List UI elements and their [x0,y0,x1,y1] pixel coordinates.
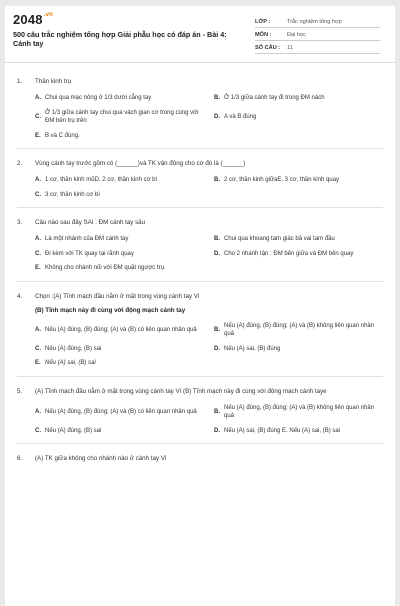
option-letter: E. [35,360,41,366]
question-text: (A) TK giữa không cho nhánh nào ở cánh tay Vì [35,455,167,462]
option-b[interactable] [214,322,383,339]
option-text: Nếu (A) đúng, (B) sai [45,427,102,434]
option-letter: C. [35,345,41,352]
option-letter: A. [35,408,41,415]
question-1 [17,67,383,149]
logo-text: 2048 [13,12,43,27]
question-text: (A) Tĩnh mạch đầu nằm ở mặt trong vùng cánh tay Vì (B) Tĩnh mạch này đi cùng với động mạch cánh taye [35,387,327,395]
meta-value: Trắc nghiệm tổng hợp [287,18,342,25]
option-letter: A. [35,95,41,101]
option-letter: A. [35,177,41,183]
question-number: 2. [17,160,23,167]
option-letter: D. [214,250,220,257]
question-3 [17,208,383,282]
option-text: Nếu (A) sai, (B) đúng [224,345,281,352]
option-letter: B. [214,95,220,101]
option-c[interactable] [35,427,204,436]
question-number: 4. [17,292,23,300]
option-b[interactable] [214,94,383,103]
option-c[interactable] [35,191,383,200]
question-number: 6. [17,455,23,462]
question-5 [17,377,383,445]
option-text: 2 cơ, thần kinh giữaE. 3 cơ, thần kinh quay [224,177,339,183]
meta-value: Đại học [287,31,306,38]
option-letter: A. [35,236,41,242]
meta-value: 11 [287,44,293,51]
meta-row-class [255,16,380,28]
option-text: Ở 1/3 giữa cánh tay chui qua vách gian cơ trong cùng với ĐM bên trụ trên [45,109,199,124]
meta-row-subject [255,29,380,41]
option-d[interactable] [214,250,383,259]
option-letter: B. [214,408,220,415]
option-text: Nếu (A) sai, (B) đúng E. Nếu (A) sai, (B) sai [224,427,341,434]
question-text: Thần kinh trụ [35,78,72,85]
option-b[interactable] [214,176,383,185]
option-text: Ở 1/3 giữa cánh tay đi trong ĐM nách [224,95,325,101]
option-a[interactable] [35,94,204,103]
question-2 [17,149,383,208]
option-text: 1 cơ, thần kinh mũD. 2 cơ, thần kinh cơ bì [45,177,158,183]
meta-box [255,16,380,55]
option-text: Chui qua khoang tam giác bả vai tam đầu [224,236,335,242]
option-text: Nếu (A) đúng, (B) đúng; (A) và (B) có liên quan nhân quả [45,408,197,415]
meta-key: LỚP : [255,18,271,25]
option-c[interactable] [35,250,204,259]
option-letter: B. [214,326,220,333]
option-a[interactable] [35,235,204,244]
option-text: Nếu (A) sai, (B) sai [45,360,96,366]
option-e[interactable] [35,132,204,141]
option-text: Nếu (A) đúng, (B) đúng; (A) và (B) có liên quan nhân quả [45,326,197,333]
option-letter: C. [35,113,41,120]
question-list [5,63,395,471]
question-number: 3. [17,219,23,226]
document-header [5,6,395,63]
question-6 [17,444,383,471]
option-d[interactable] [214,345,383,354]
question-number: 5. [17,387,23,395]
option-c[interactable] [35,109,204,126]
option-e[interactable] [35,264,204,273]
option-d[interactable] [214,427,383,436]
option-text: Là một nhánh của ĐM cánh tay [45,236,129,242]
option-letter: B. [214,236,220,242]
option-letter: D. [214,113,220,120]
option-text: Nếu (A) đúng, (B) sai [45,345,102,352]
option-letter: B. [214,177,220,183]
question-text: Câu nào sau đây SAI : ĐM cánh tay sâu [35,219,146,226]
page-title: 500 câu trắc nghiệm tổng hợp Giải phẫu học có đáp án - Bài 4: Cánh tay [13,30,227,48]
question-4 [17,282,383,377]
option-text: A và B đúng [224,113,257,120]
option-b[interactable] [214,404,383,421]
option-text: Chui qua mạc nông ở 1/3 dưới cẳng tay [45,95,152,101]
option-letter: C. [35,250,41,257]
question-statement: (B) Tĩnh mạch này đi cùng với động mạch cánh tay [35,306,186,314]
option-text: Không cho nhánh nối với ĐM quặt ngược trụ. [45,265,166,271]
option-a[interactable] [35,322,204,339]
option-a[interactable] [35,404,204,421]
meta-row-count [255,42,380,54]
question-number: 1. [17,78,23,85]
logo-suffix: .vn [43,12,54,18]
document-page [5,6,395,606]
meta-key: MÔN : [255,31,272,38]
option-d[interactable] [214,109,383,126]
option-letter: E. [35,265,41,271]
option-text: B và C đúng. [45,132,80,139]
question-text: Chọn :(A) Tĩnh mạch đầu nằm ở mặt trong vùng cánh tay Vì [35,292,200,300]
option-letter: D. [214,345,220,352]
option-letter: C. [35,191,41,198]
option-b[interactable] [214,235,383,244]
option-text: Đi kèm với TK quay tại rãnh quay [45,250,134,257]
option-c[interactable] [35,345,204,354]
option-text: Nếu (A) đúng, (B) đúng; (A) và (B) không liên quan nhân quả [224,404,375,419]
option-text: Nếu (A) đúng, (B) đúng; (A) và (B) không liên quan nhân quả [224,322,375,337]
option-letter: C. [35,427,41,434]
meta-key: SỐ CÂU : [255,44,281,51]
option-text: Cho 2 nhánh tận : ĐM bên giữa và ĐM bên quay [224,250,354,257]
question-text: Vùng cánh tay trước gồm có (______)và TK vận động cho cơ đó là (______) [35,160,246,167]
option-e[interactable] [35,359,204,368]
option-letter: D. [214,427,220,434]
option-letter: E. [35,132,41,139]
option-a[interactable] [35,176,204,185]
option-letter: A. [35,326,41,333]
option-text: 3 cơ, thần kinh cơ bì [45,191,100,198]
